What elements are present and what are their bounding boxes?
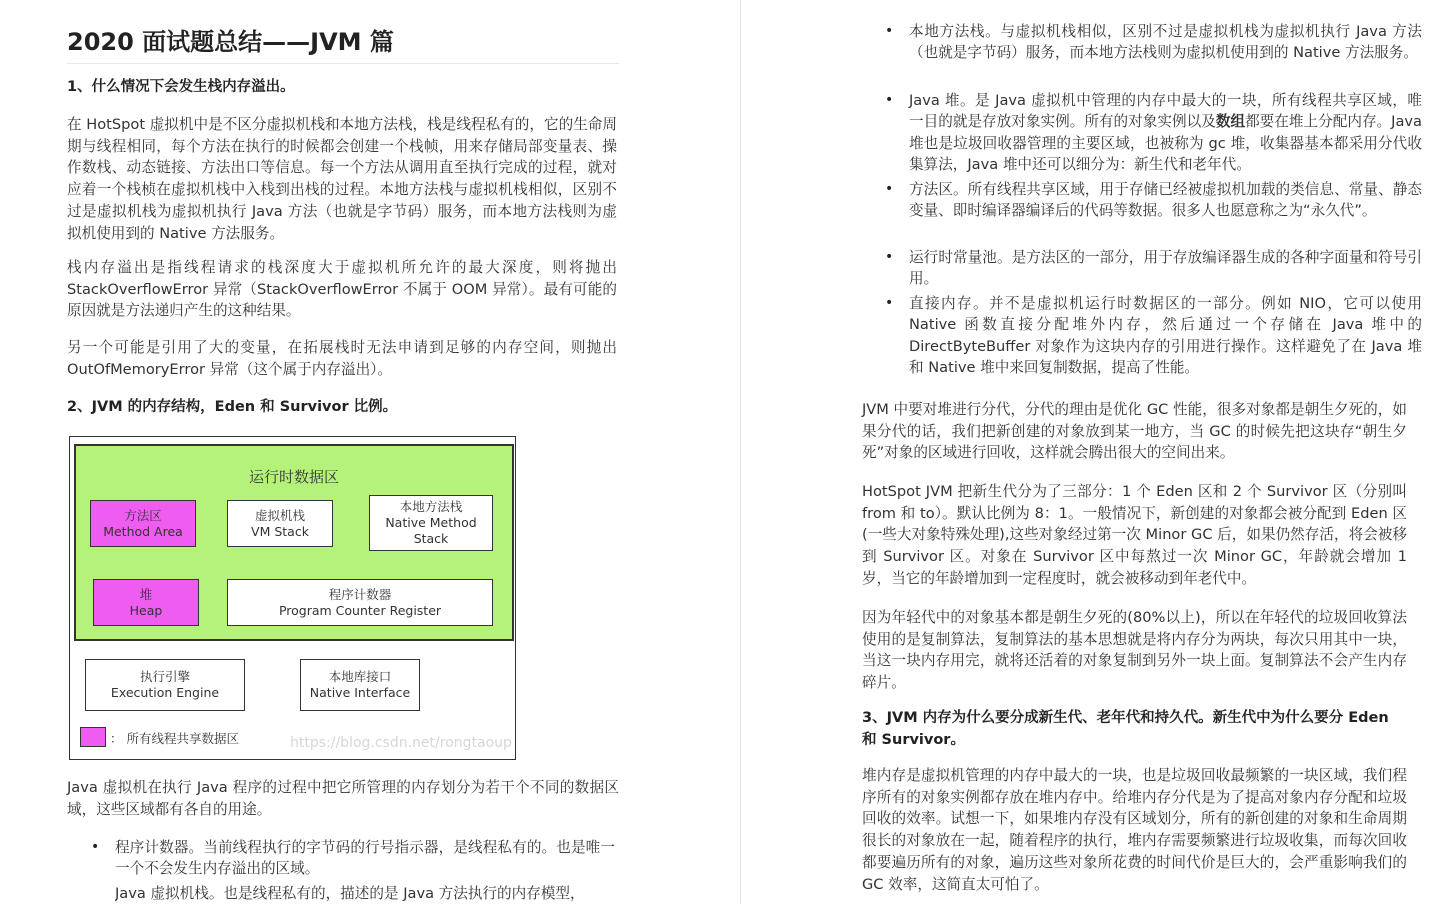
list-item-pc-register: • 程序计数器。当前线程执行的字节码的行号指示器，是线程私有的。也是唯一一个不会发生内存溢出的区域。	[115, 837, 615, 880]
heap-cn: 堆	[139, 586, 153, 602]
question-2-heading: 2、JVM 的内存结构，Eden 和 Survivor 比例。	[67, 399, 398, 415]
paragraph-7: 因为年轻代中的对象基本都是朝生夕死的(80%以上)，所以在年轻代的垃圾回收算法使用的是复制算法，复制算法的基本思想就是将内存分为两块，每次只用其中一块，当这一块内存用完，就将还活着的对象复制到另外一块上面。复制算法不会产生内存碎片。	[862, 609, 1407, 692]
heap-en: Heap	[129, 602, 163, 618]
question-1-heading: 1、什么情况下会发生栈内存溢出。	[67, 79, 295, 95]
list-item-vm-stack: • Java 虚拟机栈。也是线程私有的，描述的是 Java 方法执行的内存模型，	[115, 883, 615, 904]
native-stack-en-2: Stack	[413, 531, 449, 546]
native-method-stack-box	[369, 495, 493, 551]
exec-engine-en: Execution Engine	[110, 685, 220, 700]
method-area-box	[90, 500, 196, 547]
native-stack-cn: 本地方法栈	[399, 499, 463, 514]
java-heap-text-1: Java 堆。是 Java 虚拟机中管理的内存中最大的一块，所有线程共享区域，唯一目的就是存放对象实例。所有的对象实例以及	[909, 92, 1422, 131]
question-3-heading: 3、JVM 内存为什么要分成新生代、老年代和持久代。新生代中为什么要分 Eden 和 Survivor。	[862, 710, 1389, 748]
pc-register-box	[227, 579, 493, 626]
runtime-data-area	[74, 444, 514, 641]
exec-engine-cn: 执行引擎	[139, 669, 190, 684]
method-area-cn: 方法区	[124, 507, 162, 523]
heap-box	[93, 579, 199, 626]
paragraph-2: 栈内存溢出是指线程请求的栈深度大于虚拟机所允许的最大深度，则将抛出 StackOverflowError 异常（StackOverflowError 不属于 OOM 异常）。最有可能的原因就是方法递归产生的这种结果。	[67, 259, 617, 320]
list-item-constant-pool: • 运行时常量池。是方法区的一部分，用于存放编译器生成的各种字面量和符号引用。	[909, 247, 1422, 290]
method-area-en: Method Area	[103, 523, 183, 539]
native-interface-box	[300, 659, 420, 711]
list-item-method-area: • 方法区。所有线程共享区域，用于存储已经被虚拟机加载的类信息、常量、静态变量、即时编译器编译后的代码等数据。很多人也愿意称之为“永久代”。	[909, 179, 1422, 222]
pc-register-en: Program Counter Register	[278, 602, 442, 618]
pc-register-cn: 程序计数器	[328, 586, 392, 602]
page-title: 2020 面试题总结——JVM 篇	[67, 22, 619, 64]
vm-stack-box	[227, 500, 333, 547]
runtime-data-area-title: 运行时数据区	[248, 468, 339, 486]
legend-text: ： 所有线程共享数据区	[110, 731, 239, 746]
paragraph-4: Java 虚拟机在执行 Java 程序的过程中把它所管理的内存划分为若干个不同的数据区域，这些区域都有各自的用途。	[67, 779, 619, 818]
jvm-memory-diagram	[69, 436, 516, 760]
list-item-direct-memory: • 直接内存。并不是虚拟机运行时数据区的一部分。例如 NIO，它可以使用 Native 函数直接分配堆外内存，然后通过一个存储在 Java 堆中的 DirectByteBuffer 对象作为这块内存的引用进行操作。这样避免了在 Java 堆和 Native 堆中来回复制数据，提高了性能。	[909, 293, 1422, 378]
watermark: https://blog.csdn.net/rongtaoup	[290, 735, 512, 751]
list-item-native-stack: • 本地方法栈。与虚拟机栈相似，区别不过是虚拟机栈为虚拟机执行 Java 方法（也就是字节码）服务，而本地方法栈则为虚拟机使用到的 Native 方法服务。	[909, 21, 1422, 64]
legend-swatch	[80, 727, 106, 747]
native-iface-cn: 本地库接口	[328, 669, 392, 684]
java-heap-text-2: 都要在堆上分配内存。Java 堆也是垃圾回收器管理的主要区域，也被称为 gc 堆，收集器基本都采用分代收集算法，Java 堆中还可以细分为：新生代和老年代。	[909, 113, 1422, 173]
native-iface-en: Native Interface	[309, 685, 411, 700]
paragraph-6: HotSpot JVM 把新生代分为了三部分：1 个 Eden 区和 2 个 Survivor 区（分别叫 from 和 to）。默认比例为 8：1。一般情况下，新创建的对象都会被分配到 Eden 区(一些大对象特殊处理),这些对象经过第一次 Minor GC 后，如果仍然存活，将会被移到 Survivor 区。对象在 Survivor 区中每熬过一次 Minor GC，年龄就会增加 1 岁，当它的年龄增加到一定程度时，就会被移动到年老代中。	[862, 483, 1407, 587]
vm-stack-en: VM Stack	[251, 523, 309, 539]
paragraph-1: 在 HotSpot 虚拟机中是不区分虚拟机栈和本地方法栈，栈是线程私有的，它的生命周期与线程相同，每个方法在执行的时候都会创建一个栈帧，用来存储局部变量表、操作数栈、动态链接、方法出口等信息。每一个方法从调用直至执行完成的过程，就对应着一个栈桢在虚拟机栈中入栈到出栈的过程。本地方法栈与虚拟机栈相似，区别不过是虚拟机栈为虚拟机执行 Java 方法（也就是字节码）服务，而本地方法栈则为虚拟机使用到的 Native 方法服务。	[67, 116, 617, 242]
paragraph-3: 另一个可能是引用了大的变量，在拓展栈时无法申请到足够的内存空间，则抛出 OutOfMemoryError 异常（这个属于内存溢出）。	[67, 339, 617, 378]
java-heap-bold-array: 数组	[1215, 113, 1246, 131]
list-item-java-heap	[909, 90, 1422, 175]
page-divider	[740, 0, 741, 904]
vm-stack-cn: 虚拟机栈	[254, 507, 305, 523]
paragraph-8: 堆内存是虚拟机管理的内存中最大的一块，也是垃圾回收最频繁的一块区域，我们程序所有的对象实例都存放在堆内存中。给堆内存分代是为了提高对象内存分配和垃圾回收的效率。试想一下，如果堆内存没有区域划分，所有的新创建的对象和生命周期很长的对象放在一起，随着程序的执行，堆内存需要频繁进行垃圾收集，而每次回收都要遍历所有的对象，遍历这些对象所花费的时间代价是巨大的，会严重影响我们的 GC 效率，这简直太可怕了。	[862, 767, 1407, 893]
native-stack-en-1: Native Method	[385, 515, 477, 530]
paragraph-5: JVM 中要对堆进行分代，分代的理由是优化 GC 性能，很多对象都是朝生夕死的，如果分代的话，我们把新创建的对象放到某一地方，当 GC 的时候先把这块存“朝生夕死”对象的区域进行回收，这样就会腾出很大的空间出来。	[862, 401, 1407, 462]
execution-engine-box	[85, 659, 245, 711]
